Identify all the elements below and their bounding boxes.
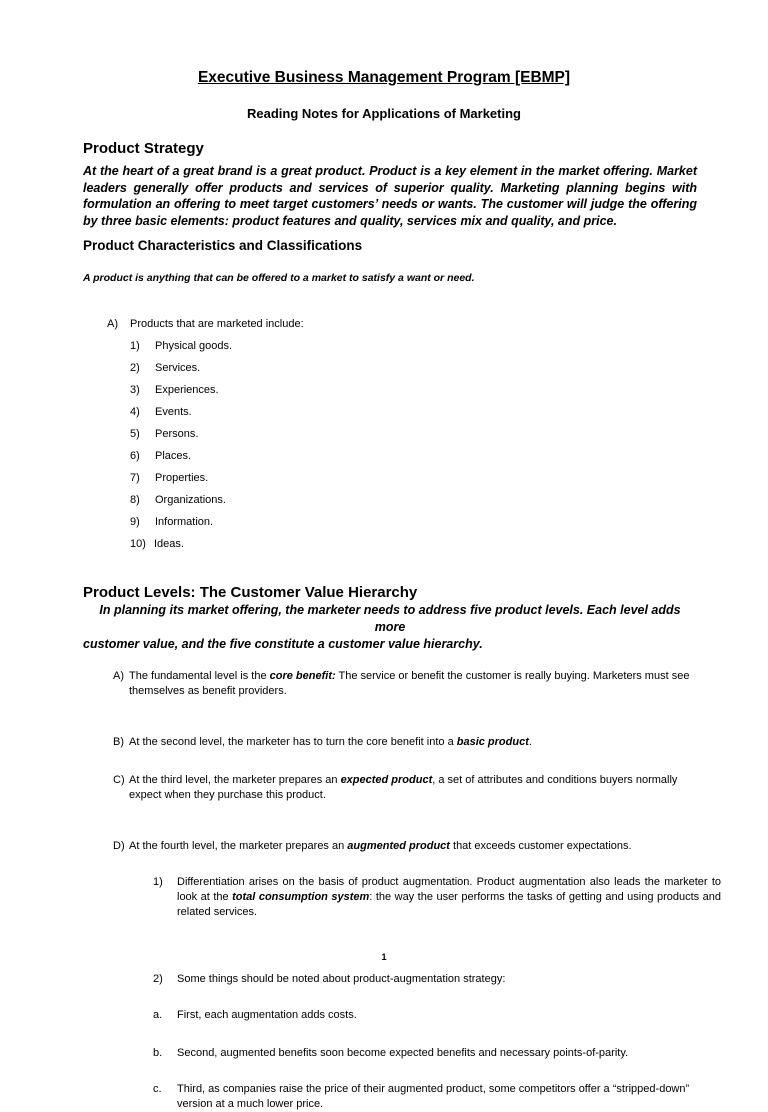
- product-types-list: 1) Physical goods. 2) Services. 3) Experiences. 4) Events. 5) Persons. 6) Places. 7) Properties. 8) Organizations. 9) Information. 10) Ideas.: [130, 340, 233, 550]
- level-c-paragraph: C) At the third level, the marketer prepares an expected product, a set of attributes and conditions buyers normally expect when they purchase this product.: [113, 774, 678, 801]
- levels-intro-line-2: more: [374, 620, 406, 634]
- product-levels-heading: Product Levels: The Customer Value Hierarchy: [83, 584, 418, 601]
- level-d-paragraph: D) At the fourth level, the marketer prepares an augmented product that exceeds customer expectations.: [113, 840, 632, 852]
- augmentation-point-b: b. Second, augmented benefits soon become expected benefits and necessary points-of-parity.: [153, 1047, 629, 1059]
- level-a-paragraph: A) The fundamental level is the core benefit: The service or benefit the customer is really buying. Marketers must see themselves as benefit providers.: [113, 670, 690, 697]
- augmentation-point-a: a. First, each augmentation adds costs.: [153, 1009, 357, 1021]
- document-subtitle: Reading Notes for Applications of Marketing: [247, 106, 521, 121]
- product-strategy-paragraph: At the heart of a great brand is a great product. Product is a key element in the market offering. Market leaders generally offer products and services of superior quality. Marketing planning begins with formulation an offering to meet target customers’ needs or wants. The customer will judge the offering by three basic elements: product features and quality, services mix and quality, and price.: [83, 164, 697, 228]
- levels-intro-line-1: In planning its market offering, the marketer needs to address five product levels. Each level adds: [99, 603, 681, 617]
- augmentation-point-c: c. Third, as companies raise the price of their augmented product, some competitors offer a “stripped-down” version at a much lower price.: [153, 1083, 690, 1110]
- levels-intro-line-3: customer value, and the five constitute a customer value hierarchy.: [83, 637, 483, 651]
- product-levels-intro: [83, 602, 697, 653]
- page-number: 1: [381, 952, 387, 962]
- list-a-intro: Products that are marketed include:: [130, 318, 304, 330]
- characteristics-heading: Product Characteristics and Classifications: [83, 238, 363, 253]
- level-b-paragraph: B) At the second level, the marketer has to turn the core benefit into a basic product.: [113, 736, 532, 748]
- document-title: Executive Business Management Program [EBMP]: [197, 69, 571, 86]
- product-definition: A product is anything that can be offered to a market to satisfy a want or need.: [83, 272, 475, 284]
- list-a-label: A): [107, 318, 118, 330]
- augmentation-point-2: 2) Some things should be noted about product-augmentation strategy:: [153, 973, 506, 985]
- augmentation-point-1: 1) Differentiation arises on the basis of product augmentation. Product augmentation also leads the marketer to look at the total consumption system: the way the user performs the tasks of getting and using products and related services.: [153, 876, 722, 918]
- product-strategy-heading: Product Strategy: [83, 140, 204, 157]
